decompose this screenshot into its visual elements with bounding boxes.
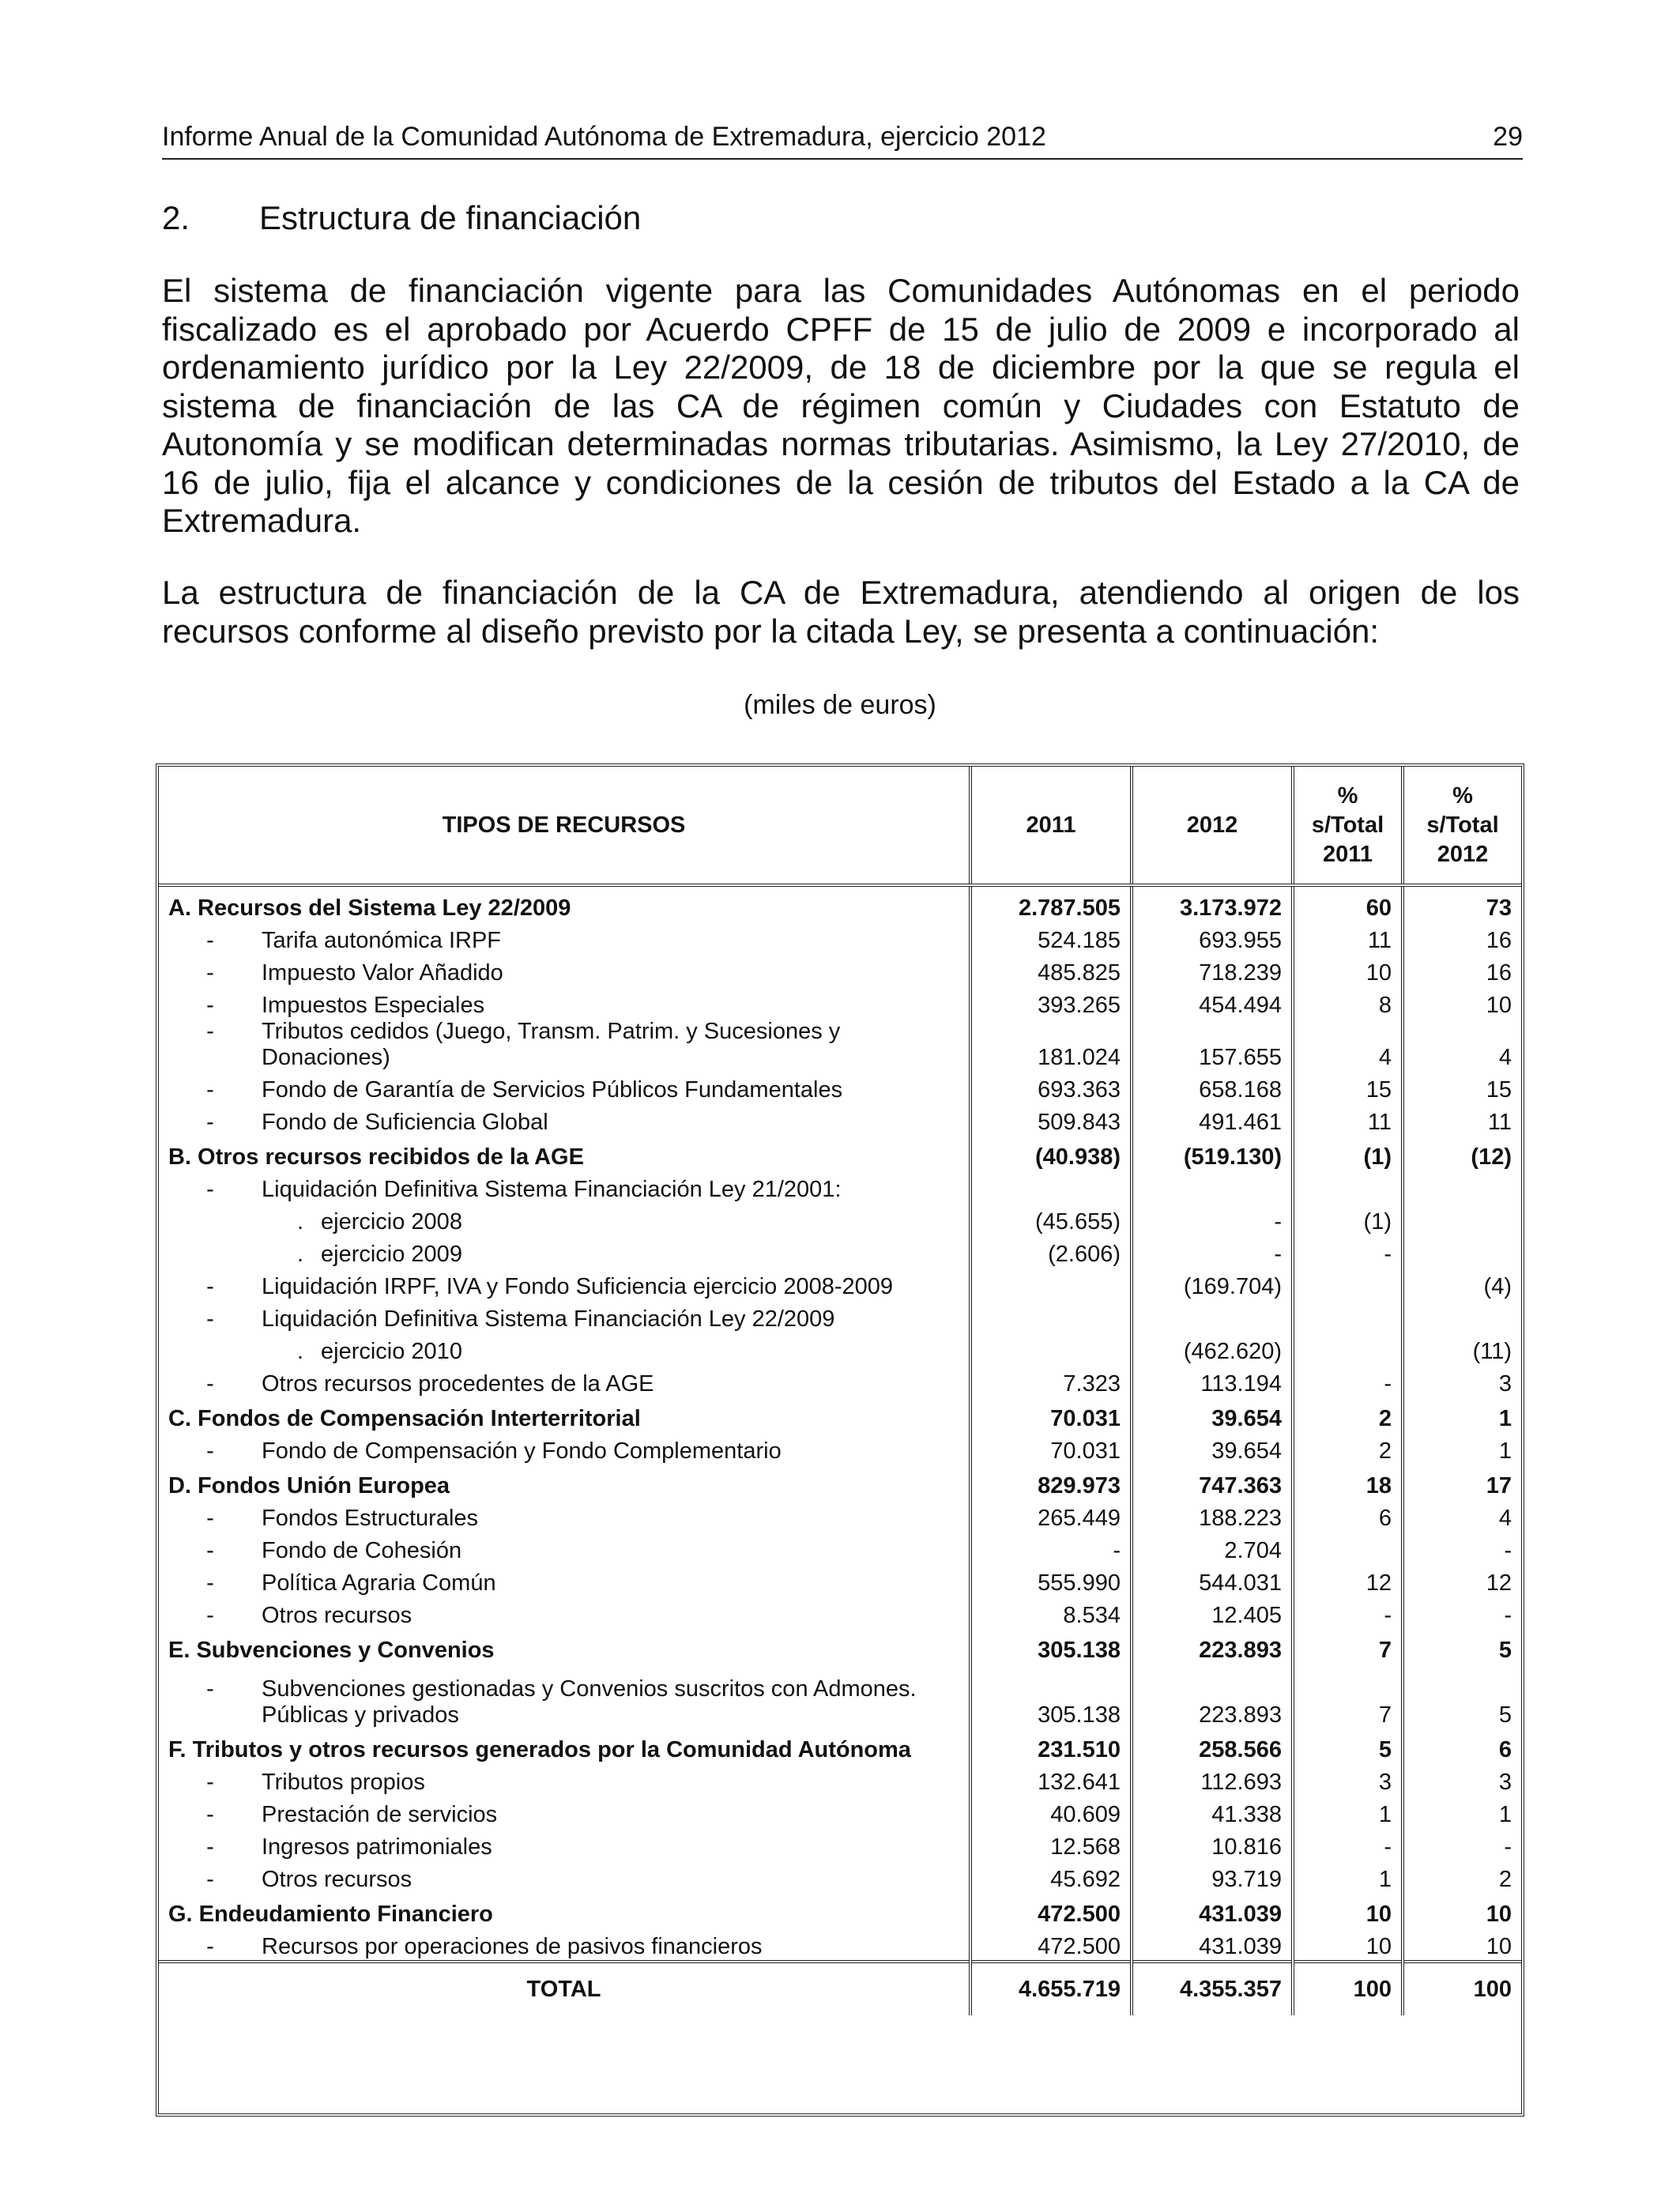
pct-2011: - — [1293, 1365, 1403, 1397]
pct-2012: 16 — [1403, 922, 1521, 954]
pct-2011: 10 — [1293, 954, 1403, 986]
section-number: 2. — [162, 199, 190, 236]
pct-2012: 1 — [1403, 1432, 1521, 1465]
value-2012 — [1132, 1171, 1293, 1203]
pct-2011: (1) — [1293, 1136, 1403, 1171]
header-2011: 2011 — [970, 767, 1132, 885]
table-row — [159, 1019, 1521, 1071]
row-label-cell — [159, 1532, 970, 1564]
pct-2012: - — [1403, 1532, 1521, 1564]
pct-2011 — [1293, 1333, 1403, 1365]
pct-2011: 7 — [1293, 1629, 1403, 1664]
row-label: Fondo de Cohesión — [262, 1538, 462, 1563]
pct-2012: 3 — [1403, 1365, 1521, 1397]
value-2012: 157.655 — [1132, 1019, 1293, 1071]
value-2011: 509.843 — [970, 1103, 1132, 1136]
value-2012: 12.405 — [1132, 1596, 1293, 1629]
pct-2011 — [1293, 1532, 1403, 1564]
pct-2012: 4 — [1403, 1499, 1521, 1532]
row-label: Subvenciones gestionadas y Convenios suscritos con Admones. Públicas y privados — [262, 1676, 917, 1728]
row-label-cell — [159, 1763, 970, 1796]
page-number: 29 — [1493, 122, 1523, 152]
row-label-cell — [159, 1728, 970, 1763]
bullet-dash: - — [206, 1177, 214, 1202]
row-label: Otros recursos procedentes de la AGE — [262, 1371, 654, 1397]
financing-table — [156, 763, 1524, 2117]
row-label-cell — [159, 1596, 970, 1629]
table-row — [159, 1203, 1521, 1235]
bullet-dash: - — [206, 1603, 214, 1628]
pct-2011: (1) — [1293, 1203, 1403, 1235]
bullet-dash: - — [206, 1770, 214, 1795]
pct-2011 — [1293, 1268, 1403, 1300]
table-row — [159, 1499, 1521, 1532]
value-2011: 305.138 — [970, 1629, 1132, 1664]
value-2012 — [1132, 1300, 1293, 1333]
category-row — [159, 1397, 1521, 1432]
row-label: Otros recursos — [262, 1867, 412, 1892]
table-row — [159, 1235, 1521, 1268]
value-2011: 70.031 — [970, 1397, 1132, 1432]
value-2011: 555.990 — [970, 1564, 1132, 1596]
row-label-cell — [159, 1465, 970, 1499]
value-2012: (462.620) — [1132, 1333, 1293, 1365]
row-label: Política Agraria Común — [262, 1570, 496, 1596]
pct-2012: 15 — [1403, 1071, 1521, 1103]
value-2011: - — [970, 1532, 1132, 1564]
value-2011 — [970, 1171, 1132, 1203]
bullet-dash: - — [206, 1077, 214, 1103]
pct-2011: 3 — [1293, 1763, 1403, 1796]
pct-2011: 18 — [1293, 1465, 1403, 1499]
row-label: Impuesto Valor Añadido — [262, 960, 503, 986]
value-2011: 2.787.505 — [970, 885, 1132, 922]
bullet-dash: - — [206, 1934, 214, 1959]
value-2012: 2.704 — [1132, 1532, 1293, 1564]
pct-2012: 10 — [1403, 986, 1521, 1019]
value-2011: 12.568 — [970, 1828, 1132, 1860]
value-2011: (40.938) — [970, 1136, 1132, 1171]
category-row — [159, 1465, 1521, 1499]
category-row — [159, 1136, 1521, 1171]
category-row — [159, 1893, 1521, 1928]
value-2011: 181.024 — [970, 1019, 1132, 1071]
pct-2011: 11 — [1293, 1103, 1403, 1136]
bullet-dash: - — [206, 1506, 214, 1531]
pct-2011: 8 — [1293, 986, 1403, 1019]
pct-2011: - — [1293, 1235, 1403, 1268]
pct-2012: 10 — [1403, 1893, 1521, 1928]
table-row — [159, 1171, 1521, 1203]
value-2012: 544.031 — [1132, 1564, 1293, 1596]
row-label: Recursos por operaciones de pasivos financieros — [262, 1934, 763, 1959]
row-label-cell — [159, 1268, 970, 1300]
bullet-dash: - — [206, 1306, 214, 1332]
value-2012: 93.719 — [1132, 1860, 1293, 1893]
row-label-cell — [159, 1664, 970, 1728]
row-label-cell — [159, 885, 970, 922]
value-2011: 485.825 — [970, 954, 1132, 986]
table-row — [159, 1365, 1521, 1397]
header-pct-2011-year: 2011 — [1323, 841, 1373, 867]
pct-2012: - — [1403, 1596, 1521, 1629]
bullet-dash: - — [206, 928, 214, 953]
header-pct-2011-label: s/Total — [1311, 812, 1384, 838]
header-pct-2012-year: 2012 — [1437, 841, 1489, 867]
intro-paragraph: El sistema de financiación vigente para las Comunidades Autónomas en el periodo fiscalizado es el aprobado por Acuerdo CPFF de 15 de julio de 2009 e incorporado al ordenamiento jurídico por la Ley 22/2009, de 18 de diciembre por la que se regula el sistema de financiación de las CA de régimen común y Ciudades con Estatuto de Autonomía y se modifican determinadas normas tributarias. Asimismo, la Ley 27/2010, de 16 de julio, fija el alcance y condiciones de la cesión de tributos del Estado a la CA de Extremadura. — [162, 272, 1520, 539]
row-label: ejercicio 2009 — [321, 1242, 462, 1267]
value-2012: 747.363 — [1132, 1465, 1293, 1499]
row-label-cell — [159, 1235, 970, 1268]
row-label-cell — [159, 1397, 970, 1432]
header-pct-2011 — [1293, 767, 1403, 885]
pct-2011: 2 — [1293, 1432, 1403, 1465]
bullet-dash: - — [206, 1867, 214, 1892]
value-2011: 524.185 — [970, 922, 1132, 954]
page-header — [162, 119, 1523, 160]
row-label: E. Subvenciones y Convenios — [168, 1638, 495, 1663]
value-2011: (2.606) — [970, 1235, 1132, 1268]
pct-2011: - — [1293, 1828, 1403, 1860]
bullet-dash: - — [206, 1110, 214, 1135]
row-label-cell — [159, 1432, 970, 1465]
row-label: Tributos propios — [262, 1770, 425, 1795]
total-pct-2011: 100 — [1293, 1962, 1403, 2015]
row-label: Fondo de Compensación y Fondo Complementario — [262, 1438, 782, 1464]
pct-2012: 1 — [1403, 1796, 1521, 1828]
pct-2011: 2 — [1293, 1397, 1403, 1432]
value-2011: 693.363 — [970, 1071, 1132, 1103]
pct-2011: 7 — [1293, 1664, 1403, 1728]
pct-2012: (11) — [1403, 1333, 1521, 1365]
pct-2012 — [1403, 1300, 1521, 1333]
value-2012: 39.654 — [1132, 1432, 1293, 1465]
value-2012: 258.566 — [1132, 1728, 1293, 1763]
pct-2012: 5 — [1403, 1664, 1521, 1728]
table-row — [159, 1828, 1521, 1860]
row-label-cell — [159, 1564, 970, 1596]
pct-2011 — [1293, 1300, 1403, 1333]
pct-2012: 1 — [1403, 1397, 1521, 1432]
row-label-cell — [159, 1796, 970, 1828]
pct-2011: 1 — [1293, 1860, 1403, 1893]
pct-2011: 15 — [1293, 1071, 1403, 1103]
table-header-row — [159, 767, 1521, 885]
row-label-cell — [159, 922, 970, 954]
value-2012: 113.194 — [1132, 1365, 1293, 1397]
header-pct-2012 — [1403, 767, 1521, 885]
row-label: Fondos Estructurales — [262, 1506, 479, 1531]
pct-2011: 60 — [1293, 885, 1403, 922]
value-2012: (169.704) — [1132, 1268, 1293, 1300]
pct-2011: 4 — [1293, 1019, 1403, 1071]
pct-2012: 4 — [1403, 1019, 1521, 1071]
pct-2011: 11 — [1293, 922, 1403, 954]
row-label: Fondo de Garantía de Servicios Públicos Fundamentales — [262, 1077, 843, 1103]
bullet-dash: - — [206, 1538, 214, 1563]
value-2012: 39.654 — [1132, 1397, 1293, 1432]
value-2011 — [970, 1300, 1132, 1333]
pct-2012: - — [1403, 1828, 1521, 1860]
value-2012: 431.039 — [1132, 1928, 1293, 1962]
value-2011: (45.655) — [970, 1203, 1132, 1235]
bullet-dot: . — [296, 1209, 303, 1235]
row-label-cell — [159, 1019, 970, 1071]
row-label: F. Tributos y otros recursos generados por la Comunidad Autónoma — [168, 1737, 911, 1762]
row-label-cell — [159, 1300, 970, 1333]
value-2012: 223.893 — [1132, 1664, 1293, 1728]
value-2011: 8.534 — [970, 1596, 1132, 1629]
bullet-dash: - — [206, 1438, 214, 1464]
header-tipos: TIPOS DE RECURSOS — [159, 767, 970, 885]
value-2011: 231.510 — [970, 1728, 1132, 1763]
total-row — [159, 1962, 1521, 2015]
row-label: B. Otros recursos recibidos de la AGE — [168, 1144, 584, 1170]
row-label: Impuestos Especiales — [262, 993, 485, 1018]
value-2012: 10.816 — [1132, 1828, 1293, 1860]
total-label: TOTAL — [159, 1962, 970, 2015]
table-row — [159, 1796, 1521, 1828]
header-pct-2011-symbol: % — [1337, 782, 1358, 809]
total-pct-2012: 100 — [1403, 1962, 1521, 2015]
table-row — [159, 954, 1521, 986]
bullet-dash: - — [206, 1274, 214, 1299]
value-2012: 693.955 — [1132, 922, 1293, 954]
pct-2012 — [1403, 1203, 1521, 1235]
row-label: Tarifa autonómica IRPF — [262, 928, 502, 953]
value-2012: 454.494 — [1132, 986, 1293, 1019]
pct-2012 — [1403, 1171, 1521, 1203]
bullet-dash: - — [206, 993, 214, 1018]
row-label: G. Endeudamiento Financiero — [168, 1902, 493, 1927]
value-2012: 112.693 — [1132, 1763, 1293, 1796]
value-2011: 305.138 — [970, 1664, 1132, 1728]
value-2011: 40.609 — [970, 1796, 1132, 1828]
table-row — [159, 1300, 1521, 1333]
row-label: Liquidación IRPF, IVA y Fondo Suficiencia ejercicio 2008-2009 — [262, 1274, 894, 1299]
table-row — [159, 1928, 1521, 1962]
table-row — [159, 1860, 1521, 1893]
row-label: C. Fondos de Compensación Interterritorial — [168, 1406, 641, 1431]
pct-2011: 6 — [1293, 1499, 1403, 1532]
report-title: Informe Anual de la Comunidad Autónoma de Extremadura, ejercicio 2012 — [162, 122, 1046, 152]
row-label: Otros recursos — [262, 1603, 412, 1628]
value-2011: 70.031 — [970, 1432, 1132, 1465]
table-row — [159, 986, 1521, 1019]
pct-2012: (12) — [1403, 1136, 1521, 1171]
header-pct-2012-symbol: % — [1452, 782, 1473, 809]
value-2012: 41.338 — [1132, 1796, 1293, 1828]
value-2012: - — [1132, 1235, 1293, 1268]
section-title: Estructura de financiación — [259, 199, 642, 236]
pct-2012: 11 — [1403, 1103, 1521, 1136]
pct-2012: (4) — [1403, 1268, 1521, 1300]
row-label: A. Recursos del Sistema Ley 22/2009 — [168, 895, 571, 921]
value-2011: 472.500 — [970, 1893, 1132, 1928]
value-2012: 491.461 — [1132, 1103, 1293, 1136]
row-label-cell — [159, 1136, 970, 1171]
value-2012: (519.130) — [1132, 1136, 1293, 1171]
row-label: Ingresos patrimoniales — [262, 1834, 492, 1860]
total-2011: 4.655.719 — [970, 1962, 1132, 2015]
value-2011: 45.692 — [970, 1860, 1132, 1893]
pct-2012: 10 — [1403, 1928, 1521, 1962]
table-row — [159, 1664, 1521, 1728]
row-label: Prestación de servicios — [262, 1802, 498, 1827]
value-2012: 718.239 — [1132, 954, 1293, 986]
value-2012: 658.168 — [1132, 1071, 1293, 1103]
table-row — [159, 1564, 1521, 1596]
value-2011: 132.641 — [970, 1763, 1132, 1796]
pct-2012: 17 — [1403, 1465, 1521, 1499]
section-heading — [162, 199, 641, 237]
bullet-dash: - — [206, 1371, 214, 1397]
units-caption: (miles de euros) — [744, 690, 936, 720]
header-2012: 2012 — [1132, 767, 1293, 885]
table-body — [159, 885, 1521, 1962]
bullet-dot: . — [296, 1339, 303, 1364]
category-row — [159, 885, 1521, 922]
category-row — [159, 1728, 1521, 1763]
value-2012: 188.223 — [1132, 1499, 1293, 1532]
table-row — [159, 1763, 1521, 1796]
table-row — [159, 1532, 1521, 1564]
bullet-dash: - — [206, 1570, 214, 1596]
row-label-cell — [159, 1333, 970, 1365]
pct-2011: 10 — [1293, 1893, 1403, 1928]
row-label: ejercicio 2010 — [321, 1339, 462, 1364]
pct-2012: 5 — [1403, 1629, 1521, 1664]
value-2011: 472.500 — [970, 1928, 1132, 1962]
table-row — [159, 1432, 1521, 1465]
table-row — [159, 1071, 1521, 1103]
value-2012: 223.893 — [1132, 1629, 1293, 1664]
pct-2012: 2 — [1403, 1860, 1521, 1893]
pct-2012: 73 — [1403, 885, 1521, 922]
bullet-dash: - — [206, 1834, 214, 1860]
pct-2012: 6 — [1403, 1728, 1521, 1763]
value-2011: 829.973 — [970, 1465, 1132, 1499]
pct-2011: 5 — [1293, 1728, 1403, 1763]
row-label-cell — [159, 954, 970, 986]
value-2011 — [970, 1333, 1132, 1365]
row-label-cell — [159, 1893, 970, 1928]
value-2011 — [970, 1268, 1132, 1300]
bullet-dash: - — [206, 960, 214, 986]
row-label-cell — [159, 986, 970, 1019]
pct-2011 — [1293, 1171, 1403, 1203]
bullet-dash: - — [206, 1676, 214, 1702]
bullet-dash: - — [206, 1019, 214, 1044]
row-label-cell — [159, 1629, 970, 1664]
row-label: Liquidación Definitiva Sistema Financiación Ley 21/2001: — [262, 1177, 842, 1202]
row-label-cell — [159, 1171, 970, 1203]
row-label: ejercicio 2008 — [321, 1209, 462, 1235]
row-label-cell — [159, 1928, 970, 1962]
header-pct-2012-label: s/Total — [1426, 812, 1499, 838]
row-label: Fondo de Suficiencia Global — [262, 1110, 548, 1135]
pct-2012: 16 — [1403, 954, 1521, 986]
bullet-dot: . — [296, 1242, 303, 1267]
pct-2011: 1 — [1293, 1796, 1403, 1828]
row-label: Tributos cedidos (Juego, Transm. Patrim. y Sucesiones y Donaciones) — [262, 1019, 841, 1070]
table-row — [159, 922, 1521, 954]
pct-2011: 12 — [1293, 1564, 1403, 1596]
bullet-dash: - — [206, 1802, 214, 1827]
table-row — [159, 1333, 1521, 1365]
row-label: D. Fondos Unión Europea — [168, 1473, 450, 1498]
table-row — [159, 1103, 1521, 1136]
row-label-cell — [159, 1828, 970, 1860]
table-row — [159, 1268, 1521, 1300]
pct-2011: - — [1293, 1596, 1403, 1629]
total-2012: 4.355.357 — [1132, 1962, 1293, 2015]
value-2011: 7.323 — [970, 1365, 1132, 1397]
pct-2011: 10 — [1293, 1928, 1403, 1962]
pct-2012: 3 — [1403, 1763, 1521, 1796]
row-label-cell — [159, 1071, 970, 1103]
value-2012: 431.039 — [1132, 1893, 1293, 1928]
pct-2012: 12 — [1403, 1564, 1521, 1596]
category-row — [159, 1629, 1521, 1664]
row-label-cell — [159, 1103, 970, 1136]
structure-paragraph: La estructura de financiación de la CA de Extremadura, atendiendo al origen de los recursos conforme al diseño previsto por la citada Ley, se presenta a continuación: — [162, 574, 1520, 650]
row-label-cell — [159, 1860, 970, 1893]
value-2012: - — [1132, 1203, 1293, 1235]
row-label-cell — [159, 1499, 970, 1532]
value-2012: 3.173.972 — [1132, 885, 1293, 922]
pct-2012 — [1403, 1235, 1521, 1268]
row-label-cell — [159, 1203, 970, 1235]
value-2011: 393.265 — [970, 986, 1132, 1019]
value-2011: 265.449 — [970, 1499, 1132, 1532]
row-label: Liquidación Definitiva Sistema Financiación Ley 22/2009 — [262, 1306, 835, 1332]
table-row — [159, 1596, 1521, 1629]
row-label-cell — [159, 1365, 970, 1397]
